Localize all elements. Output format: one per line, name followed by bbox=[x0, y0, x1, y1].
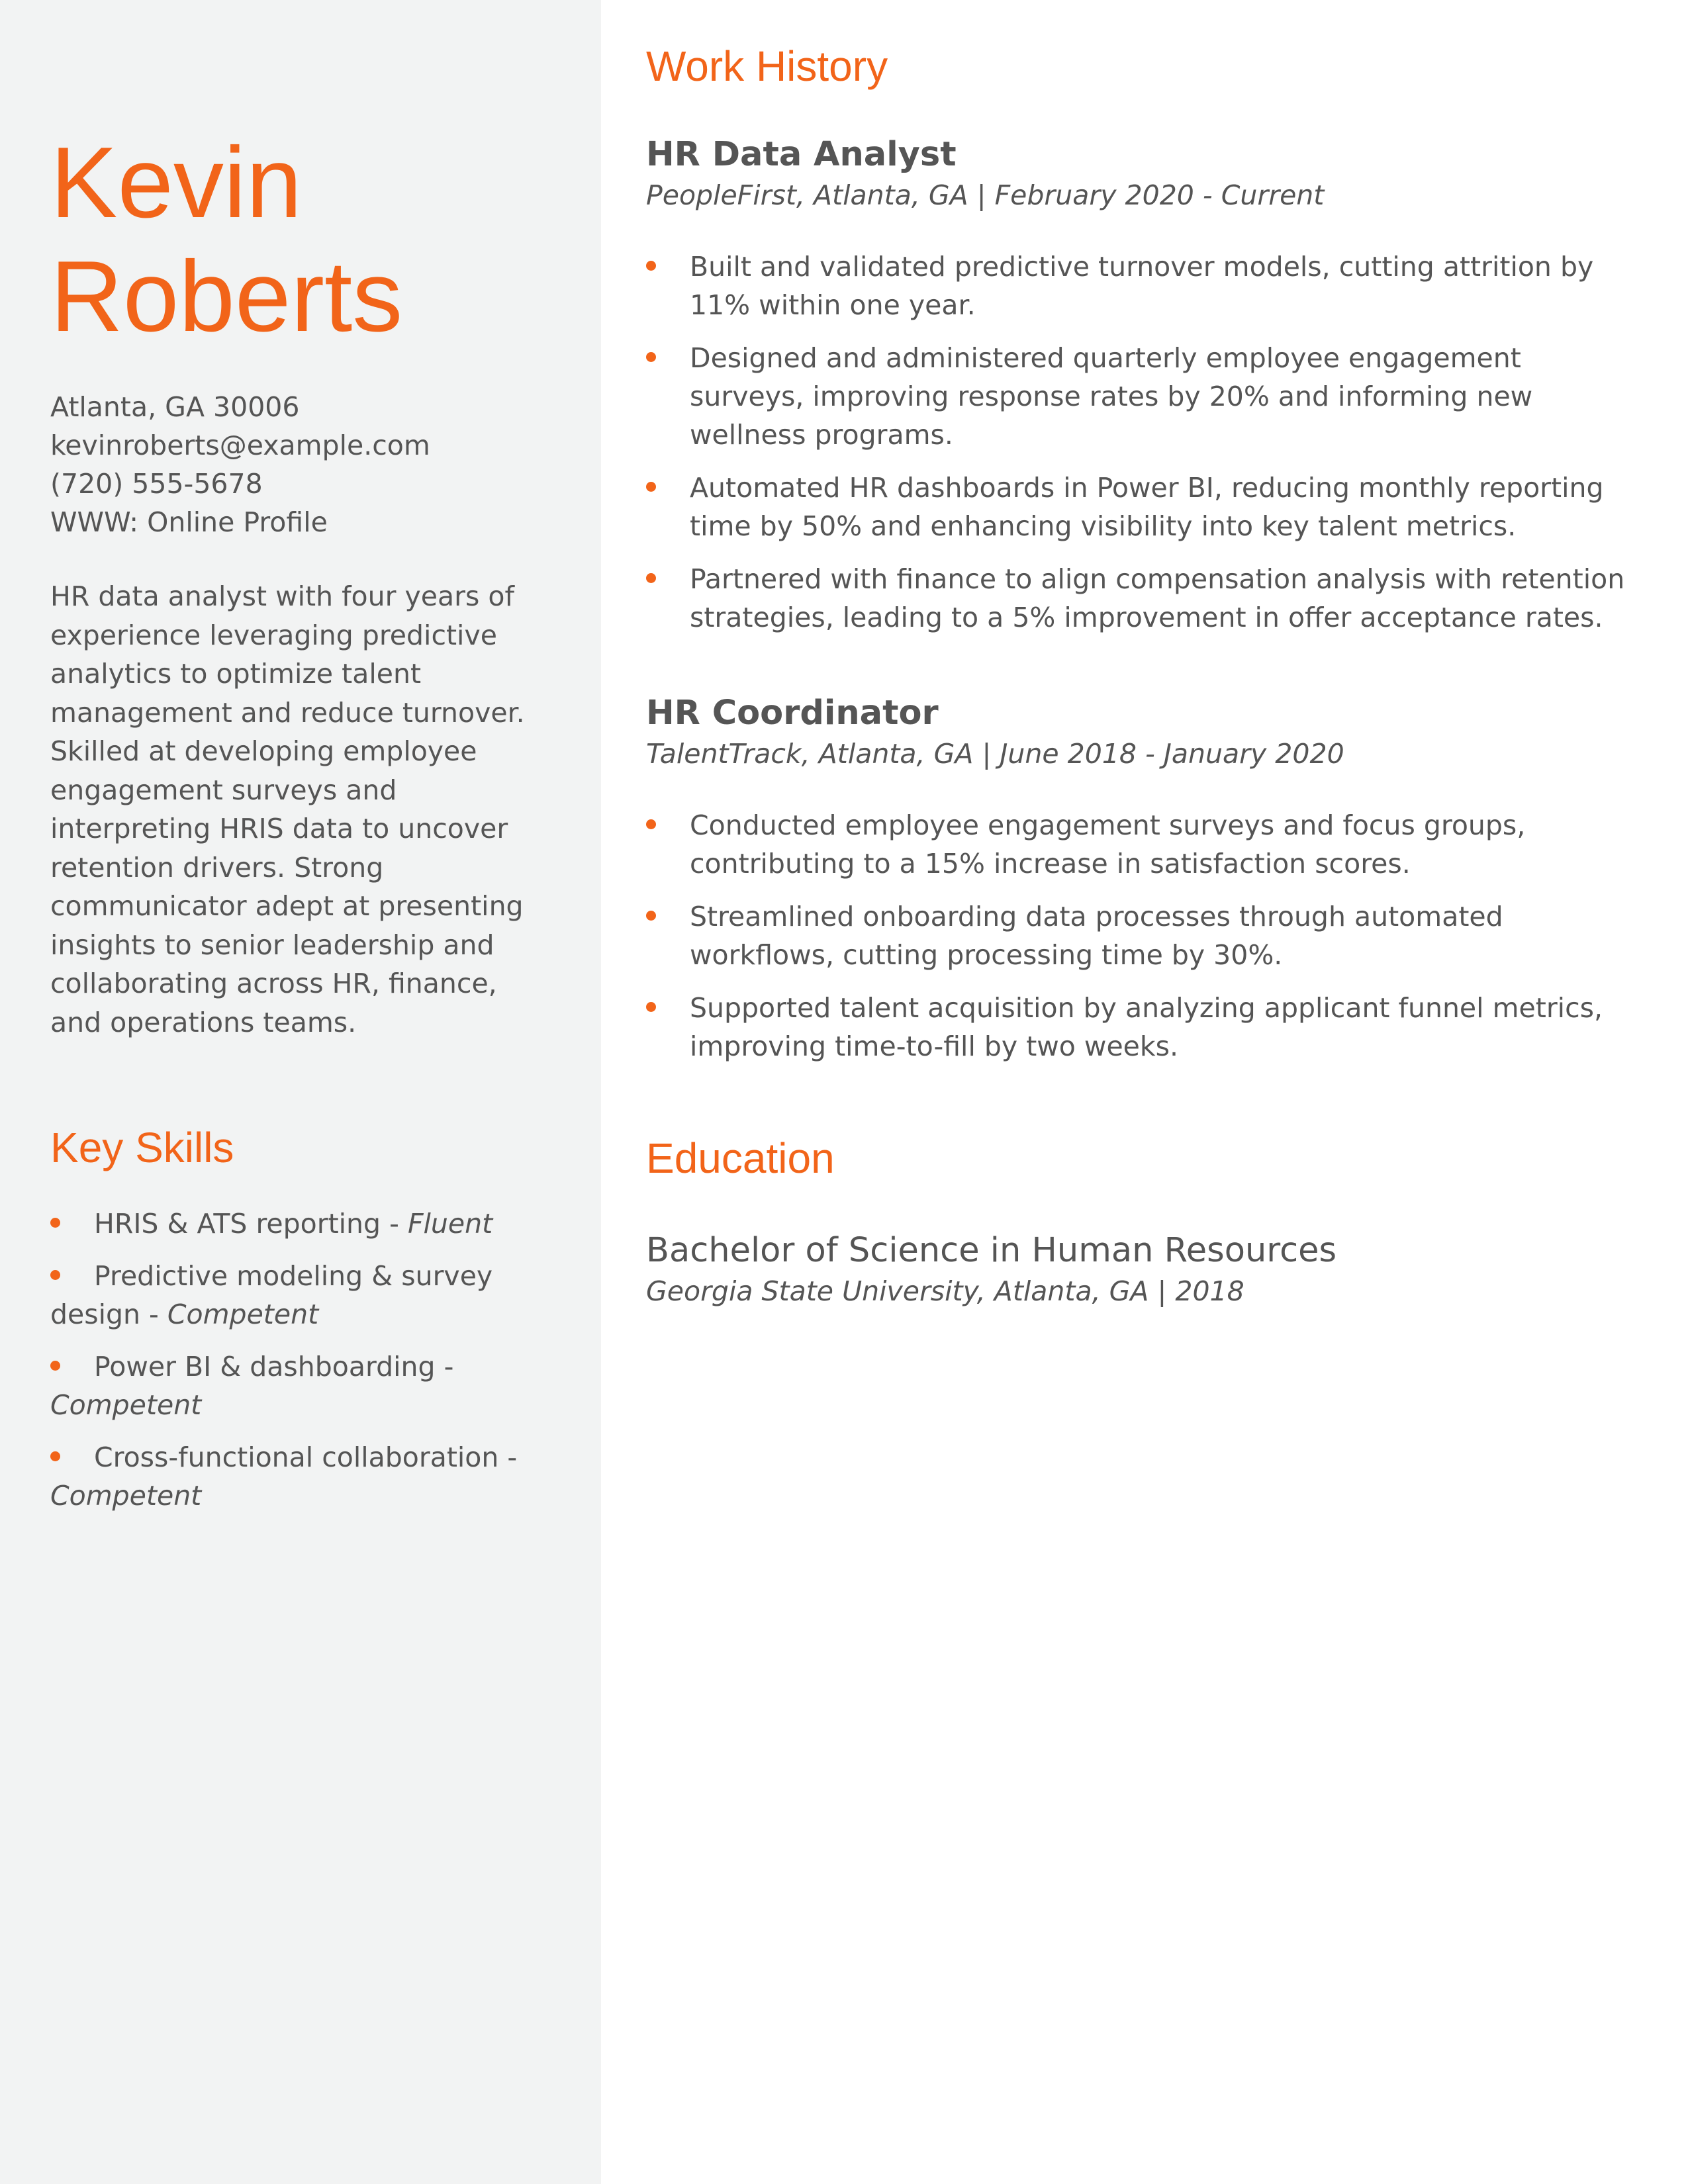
skill-separator: - bbox=[498, 1441, 518, 1473]
job-entry bbox=[646, 692, 1639, 1066]
website-link[interactable]: WWW: Online Profile bbox=[50, 506, 328, 538]
professional-summary: HR data analyst with four years of experience leveraging predictive analytics to optimize talent management and reduce turnover. Skilled at developing employee engagement surveys and interpreting HRIS data to uncover retention drivers. Strong communicator adept at presenting insights to senior leadership and collaborating across HR, finance, and operations teams. bbox=[50, 580, 525, 1038]
job-meta: PeopleFirst, Atlanta, GA | February 2020 - Current bbox=[646, 179, 1325, 211]
skill-item bbox=[50, 1438, 540, 1515]
skill-level: Competent bbox=[50, 1480, 202, 1512]
email[interactable]: kevinroberts@example.com bbox=[50, 430, 430, 461]
job-bullet-text: Conducted employee engagement surveys and focus groups, contributing to a 15% increase in satisfaction scores. bbox=[690, 809, 1526, 880]
skill-level: Competent bbox=[50, 1389, 202, 1421]
education-meta: Georgia State University, Atlanta, GA | 2018 bbox=[646, 1275, 1244, 1307]
sidebar-content bbox=[50, 126, 540, 1529]
skill-level: Competent bbox=[167, 1298, 319, 1330]
bullet-icon bbox=[646, 573, 656, 583]
last-name: Roberts bbox=[50, 240, 403, 353]
job-bullet bbox=[646, 560, 1639, 637]
bullet-icon bbox=[50, 1218, 60, 1228]
skill-item bbox=[50, 1205, 540, 1243]
job-bullet bbox=[646, 248, 1639, 324]
education-heading: Education bbox=[646, 1134, 835, 1182]
skill-item bbox=[50, 1257, 540, 1334]
degree: Bachelor of Science in Human Resources bbox=[646, 1231, 1337, 1270]
skill-name: Power BI & dashboarding bbox=[94, 1351, 436, 1383]
job-bullet bbox=[646, 339, 1639, 454]
job-bullet bbox=[646, 469, 1639, 545]
job-bullet bbox=[646, 897, 1639, 974]
candidate-name bbox=[50, 126, 540, 353]
job-bullet bbox=[646, 989, 1639, 1066]
bullet-icon bbox=[646, 482, 656, 492]
main-content bbox=[646, 40, 1639, 1310]
education-entry bbox=[646, 1230, 1639, 1310]
first-name: Kevin bbox=[50, 126, 303, 239]
job-meta: TalentTrack, Atlanta, GA | June 2018 - January 2020 bbox=[646, 738, 1344, 770]
bullet-icon bbox=[646, 819, 656, 829]
bullet-icon bbox=[646, 911, 656, 921]
job-bullet-text: Partnered with finance to align compensation analysis with retention strategies, leading to a 5% improvement in offer acceptance rates. bbox=[690, 563, 1625, 633]
phone: (720) 555-5678 bbox=[50, 468, 263, 500]
sidebar bbox=[0, 0, 601, 2184]
address: Atlanta, GA 30006 bbox=[50, 391, 300, 423]
skills-list bbox=[50, 1205, 540, 1515]
bullet-icon bbox=[50, 1451, 60, 1461]
skill-level: Fluent bbox=[407, 1208, 493, 1240]
skill-name: Cross-functional collaboration bbox=[94, 1441, 499, 1473]
skill-name: HRIS & ATS reporting bbox=[94, 1208, 381, 1240]
skill-item bbox=[50, 1347, 540, 1424]
job-bullet-text: Designed and administered quarterly employee engagement surveys, improving response rates by 20% and informing new wellness programs. bbox=[690, 342, 1533, 451]
skill-name: Predictive modeling & survey design bbox=[50, 1260, 493, 1330]
contact-info bbox=[50, 388, 540, 541]
bullet-icon bbox=[50, 1361, 60, 1371]
job-title: HR Data Analyst bbox=[646, 135, 957, 174]
skill-separator: - bbox=[435, 1351, 454, 1383]
bullet-icon bbox=[646, 352, 656, 362]
job-title: HR Coordinator bbox=[646, 694, 939, 733]
skill-separator: - bbox=[140, 1298, 167, 1330]
job-bullet-text: Supported talent acquisition by analyzing applicant funnel metrics, improving time-to-fill by two weeks. bbox=[690, 992, 1603, 1062]
job-entry bbox=[646, 134, 1639, 637]
job-bullets bbox=[646, 248, 1639, 637]
bullet-icon bbox=[646, 261, 656, 271]
bullet-icon bbox=[646, 1002, 656, 1012]
job-bullet-text: Streamlined onboarding data processes through automated workflows, cutting processing time by 30%. bbox=[690, 901, 1503, 971]
skill-separator: - bbox=[381, 1208, 408, 1240]
work-history-heading: Work History bbox=[646, 42, 888, 90]
job-bullet-text: Automated HR dashboards in Power BI, reducing monthly reporting time by 50% and enhancing visibility into key talent metrics. bbox=[690, 472, 1604, 542]
job-bullet-text: Built and validated predictive turnover models, cutting attrition by 11% within one year. bbox=[690, 251, 1594, 321]
bullet-icon bbox=[50, 1270, 60, 1280]
job-bullet bbox=[646, 806, 1639, 883]
skills-heading: Key Skills bbox=[50, 1124, 234, 1171]
job-bullets bbox=[646, 806, 1639, 1066]
